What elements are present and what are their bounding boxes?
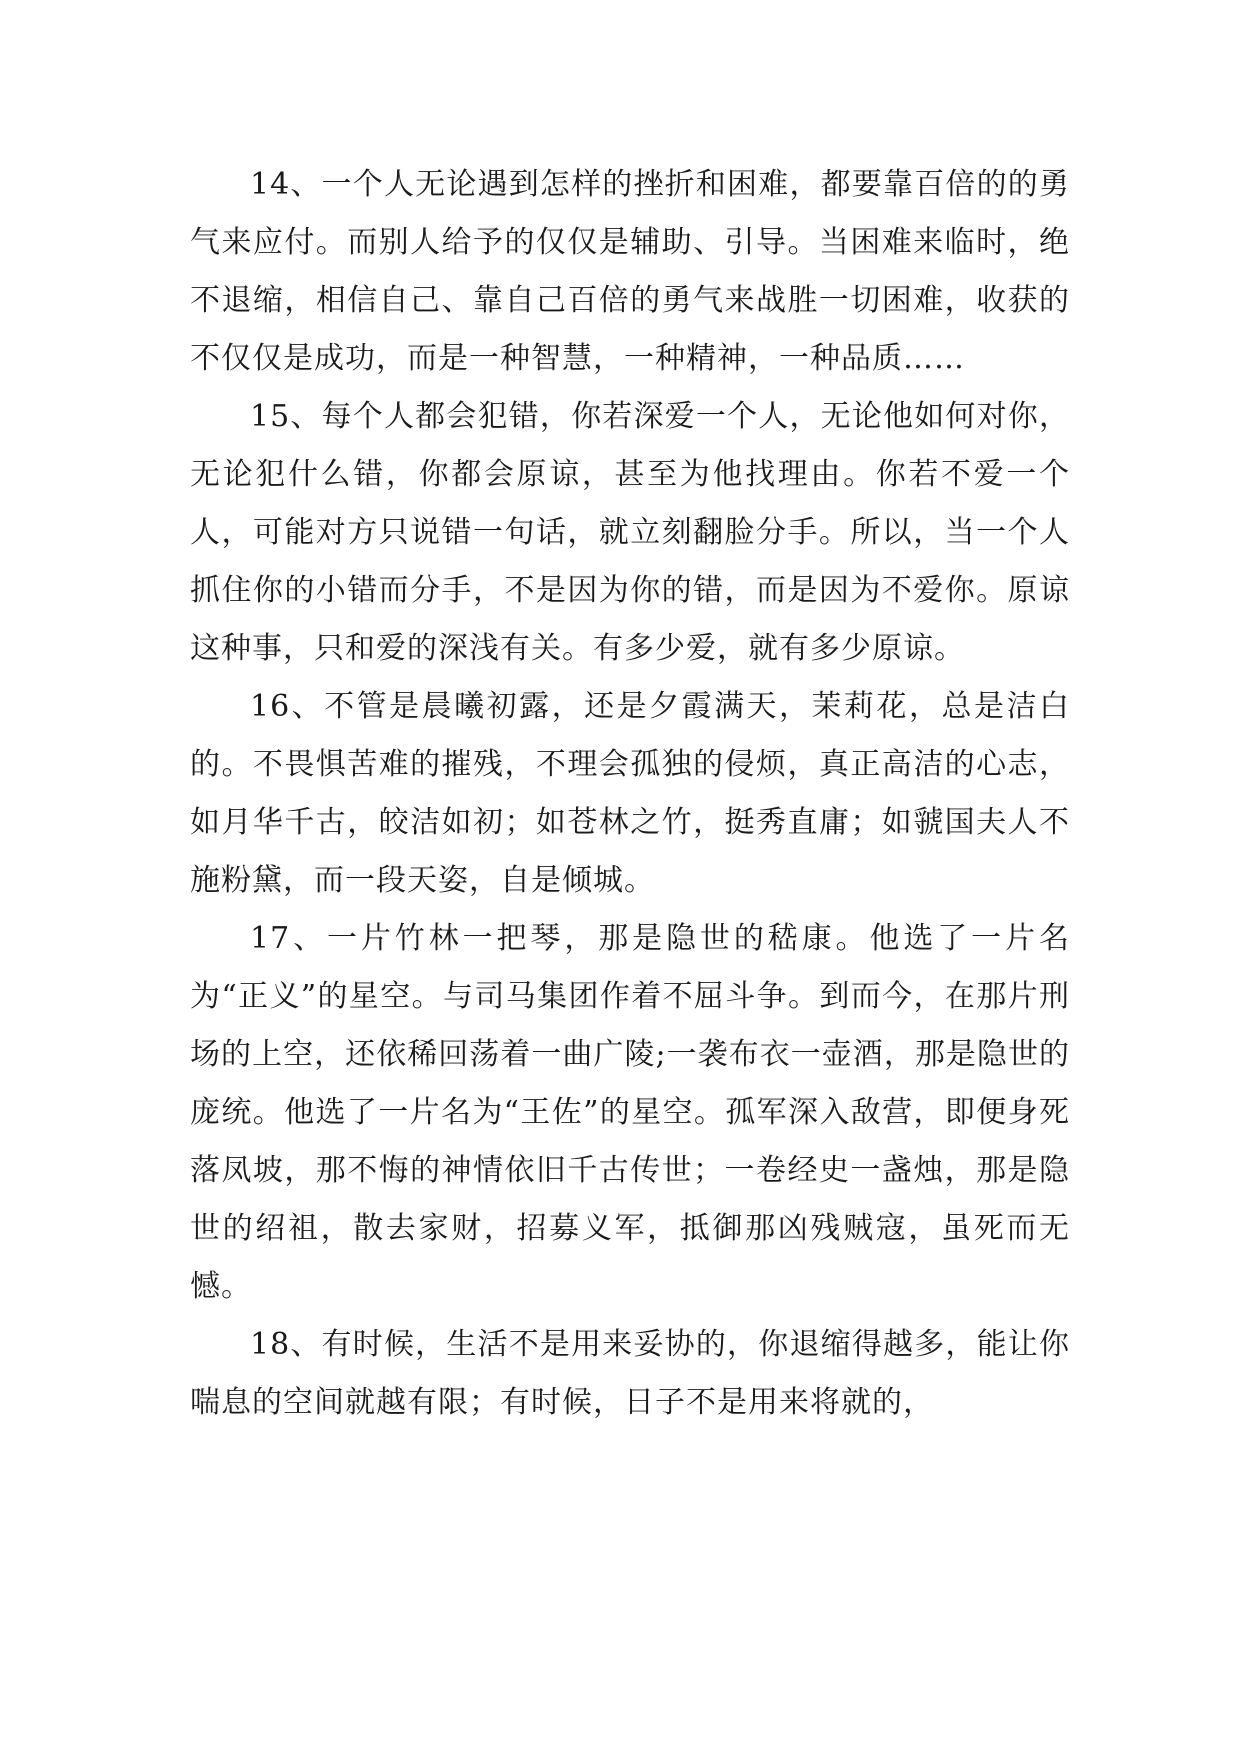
document-body <box>190 156 1070 1432</box>
paragraph-16: 16、不管是晨曦初露，还是夕霞满天，茉莉花，总是洁白的。不畏惧苦难的摧残，不理会孤独的侵烦，真正高洁的心志，如月华千古，皎洁如初；如苍林之竹，挺秀直庸；如虢国夫人不施粉黛，而一段天姿，自是倾城。 <box>190 689 1070 898</box>
paragraph-14: 14、一个人无论遇到怎样的挫折和困难，都要靠百倍的的勇气来应付。而别人给予的仅仅是辅助、引导。当困难来临时，绝不退缩，相信自己、靠自己百倍的勇气来战胜一切困难，收获的不仅仅是成功，而是一种智慧，一种精神，一种品质…… <box>190 167 1070 376</box>
paragraph-17: 17、一片竹林一把琴，那是隐世的嵇康。他选了一片名为“正义”的星空。与司马集团作着不屈斗争。到而今，在那片刑场的上空，还依稀回荡着一曲广陵;一袭布衣一壶酒，那是隐世的庞统。他选了一片名为“王佐”的星空。孤军深入敌营，即便身死落凤坡，那不悔的神情依旧千古传世；一卷经史一盏烛，那是隐世的绍祖，散去家财，招募义军，抵御那凶残贼寇，虽死而无憾。 <box>190 921 1070 1304</box>
paragraph-18: 18、有时候，生活不是用来妥协的，你退缩得越多，能让你喘息的空间就越有限；有时候，日子不是用来将就的， <box>190 1327 1070 1420</box>
paragraph-15: 15、每个人都会犯错，你若深爱一个人，无论他如何对你，无论犯什么错，你都会原谅，甚至为他找理由。你若不爱一个人，可能对方只说错一句话，就立刻翻脸分手。所以，当一个人抓住你的小错而分手，不是因为你的错，而是因为不爱你。原谅这种事，只和爱的深浅有关。有多少爱，就有多少原谅。 <box>190 399 1070 666</box>
